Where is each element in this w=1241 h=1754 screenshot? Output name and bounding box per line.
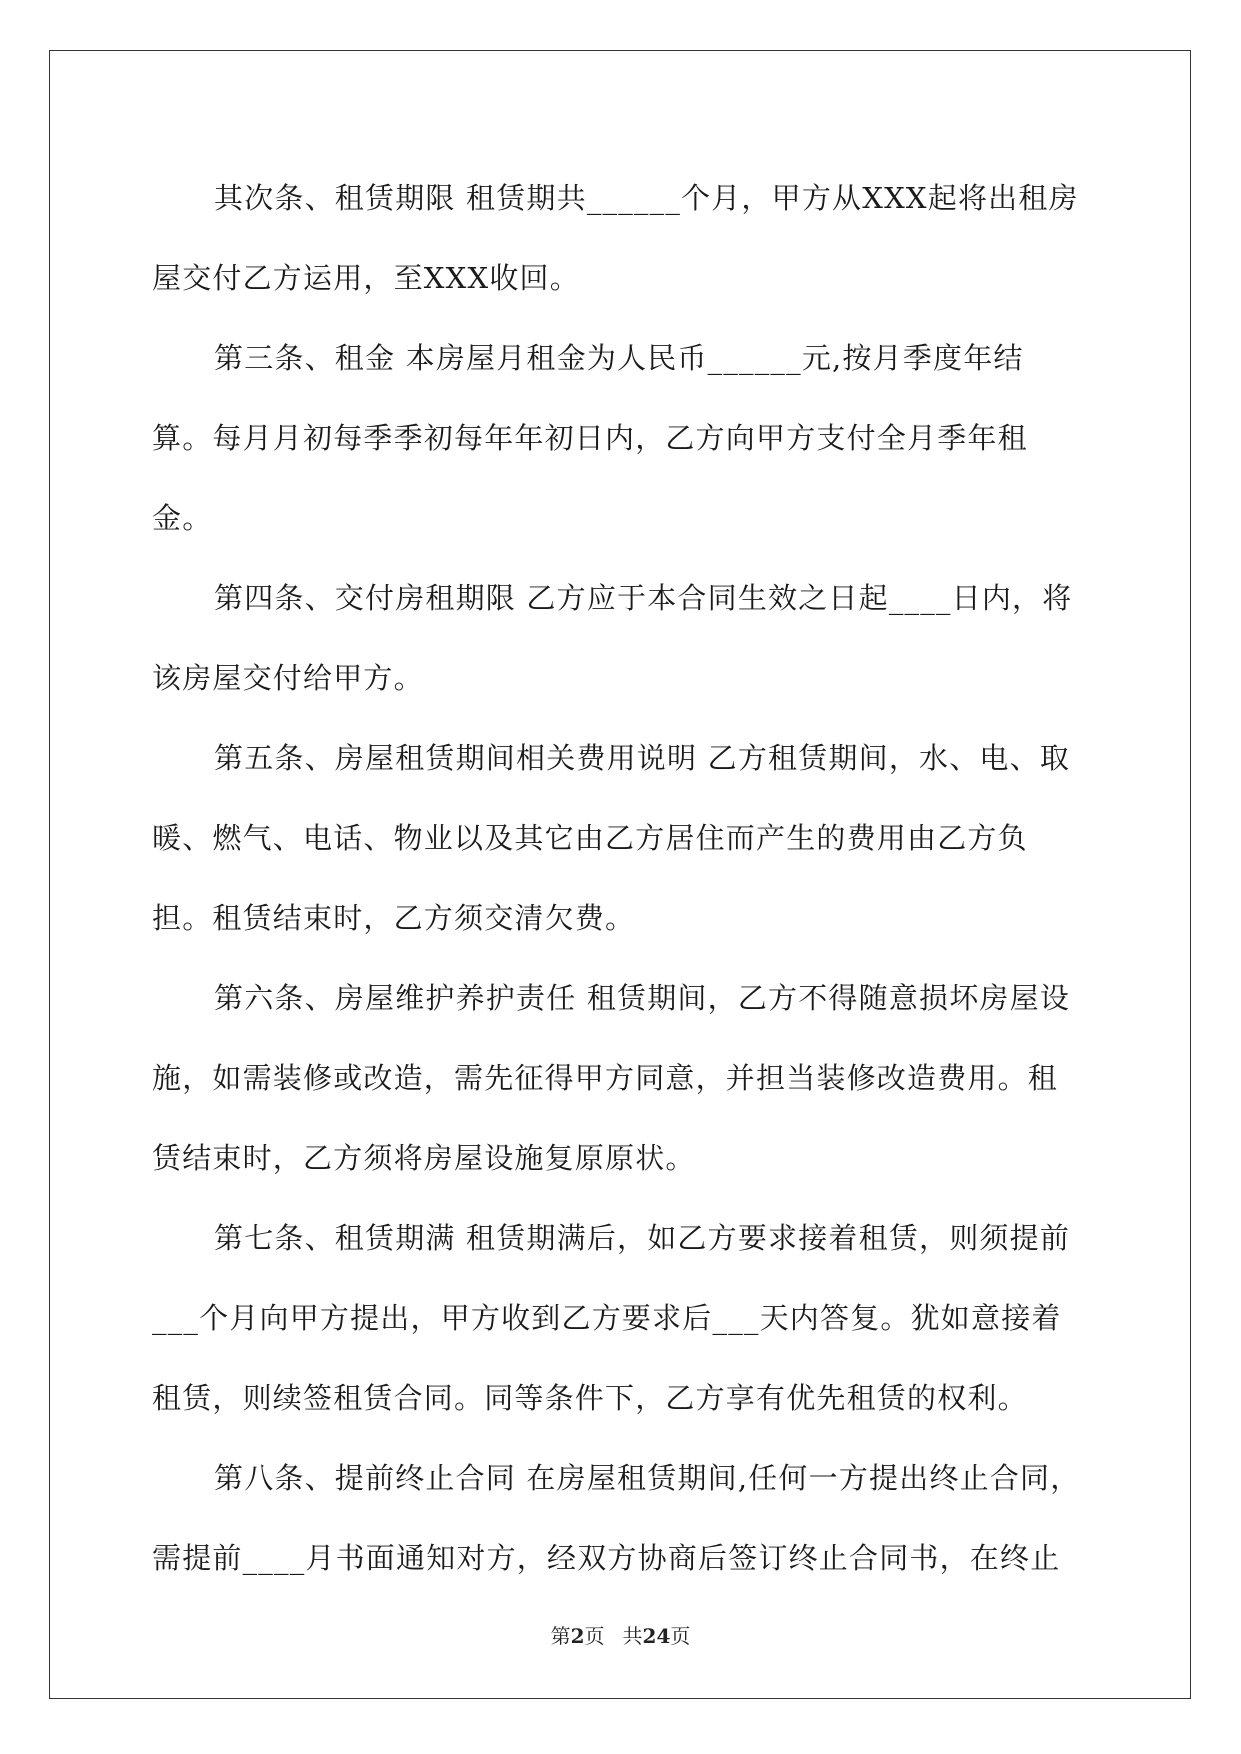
- clause-paragraph: 第四条、交付房租期限 乙方应于本合同生效之日起____日内，将该房屋交付给甲方。: [152, 581, 1073, 695]
- document-body: [152, 158, 1082, 1598]
- clause-paragraph: 第六条、房屋维护养护责任 租赁期间，乙方不得随意损坏房屋设施，如需装修或改造，需先征得甲方同意，并担当装修改造费用。租赁结束时，乙方须将房屋设施复原原状。: [152, 981, 1071, 1175]
- page-prefix: 第: [550, 1624, 571, 1648]
- page-footer: [0, 1620, 1241, 1649]
- clause-paragraph: 第七条、租赁期满 租赁期满后，如乙方要求接着租赁，则须提前___个月向甲方提出，甲方收到乙方要求后___天内答复。犹如意接着租赁，则续签租赁合同。同等条件下，乙方享有优先租赁的权利。: [152, 1221, 1071, 1415]
- page-suffix: 页: [584, 1624, 605, 1648]
- clause-paragraph: 第五条、房屋租赁期间相关费用说明 乙方租赁期间，水、电、取暖、燃气、电话、物业以及其它由乙方居住而产生的费用由乙方负担。租赁结束时，乙方须交清欠费。: [152, 741, 1071, 935]
- page-total-number: 24: [642, 1624, 671, 1648]
- total-prefix: 共: [622, 1624, 643, 1648]
- page-current-number: 2: [570, 1624, 585, 1648]
- clause-paragraph: 第八条、提前终止合同 在房屋租赁期间,任何一方提出终止合同，需提前____月书面通知对方，经双方协商后签订终止合同书，在终止: [152, 1461, 1081, 1575]
- total-suffix: 页: [670, 1624, 691, 1648]
- clause-paragraph: 第三条、租金 本房屋月租金为人民币______元,按月季度年结算。每月月初每季季初每年年初日内，乙方向甲方支付全月季年租金。: [152, 341, 1028, 535]
- clause-paragraph: 其次条、租赁期限 租赁期共______个月，甲方从XXX起将出租房屋交付乙方运用，至XXX收回。: [152, 181, 1079, 295]
